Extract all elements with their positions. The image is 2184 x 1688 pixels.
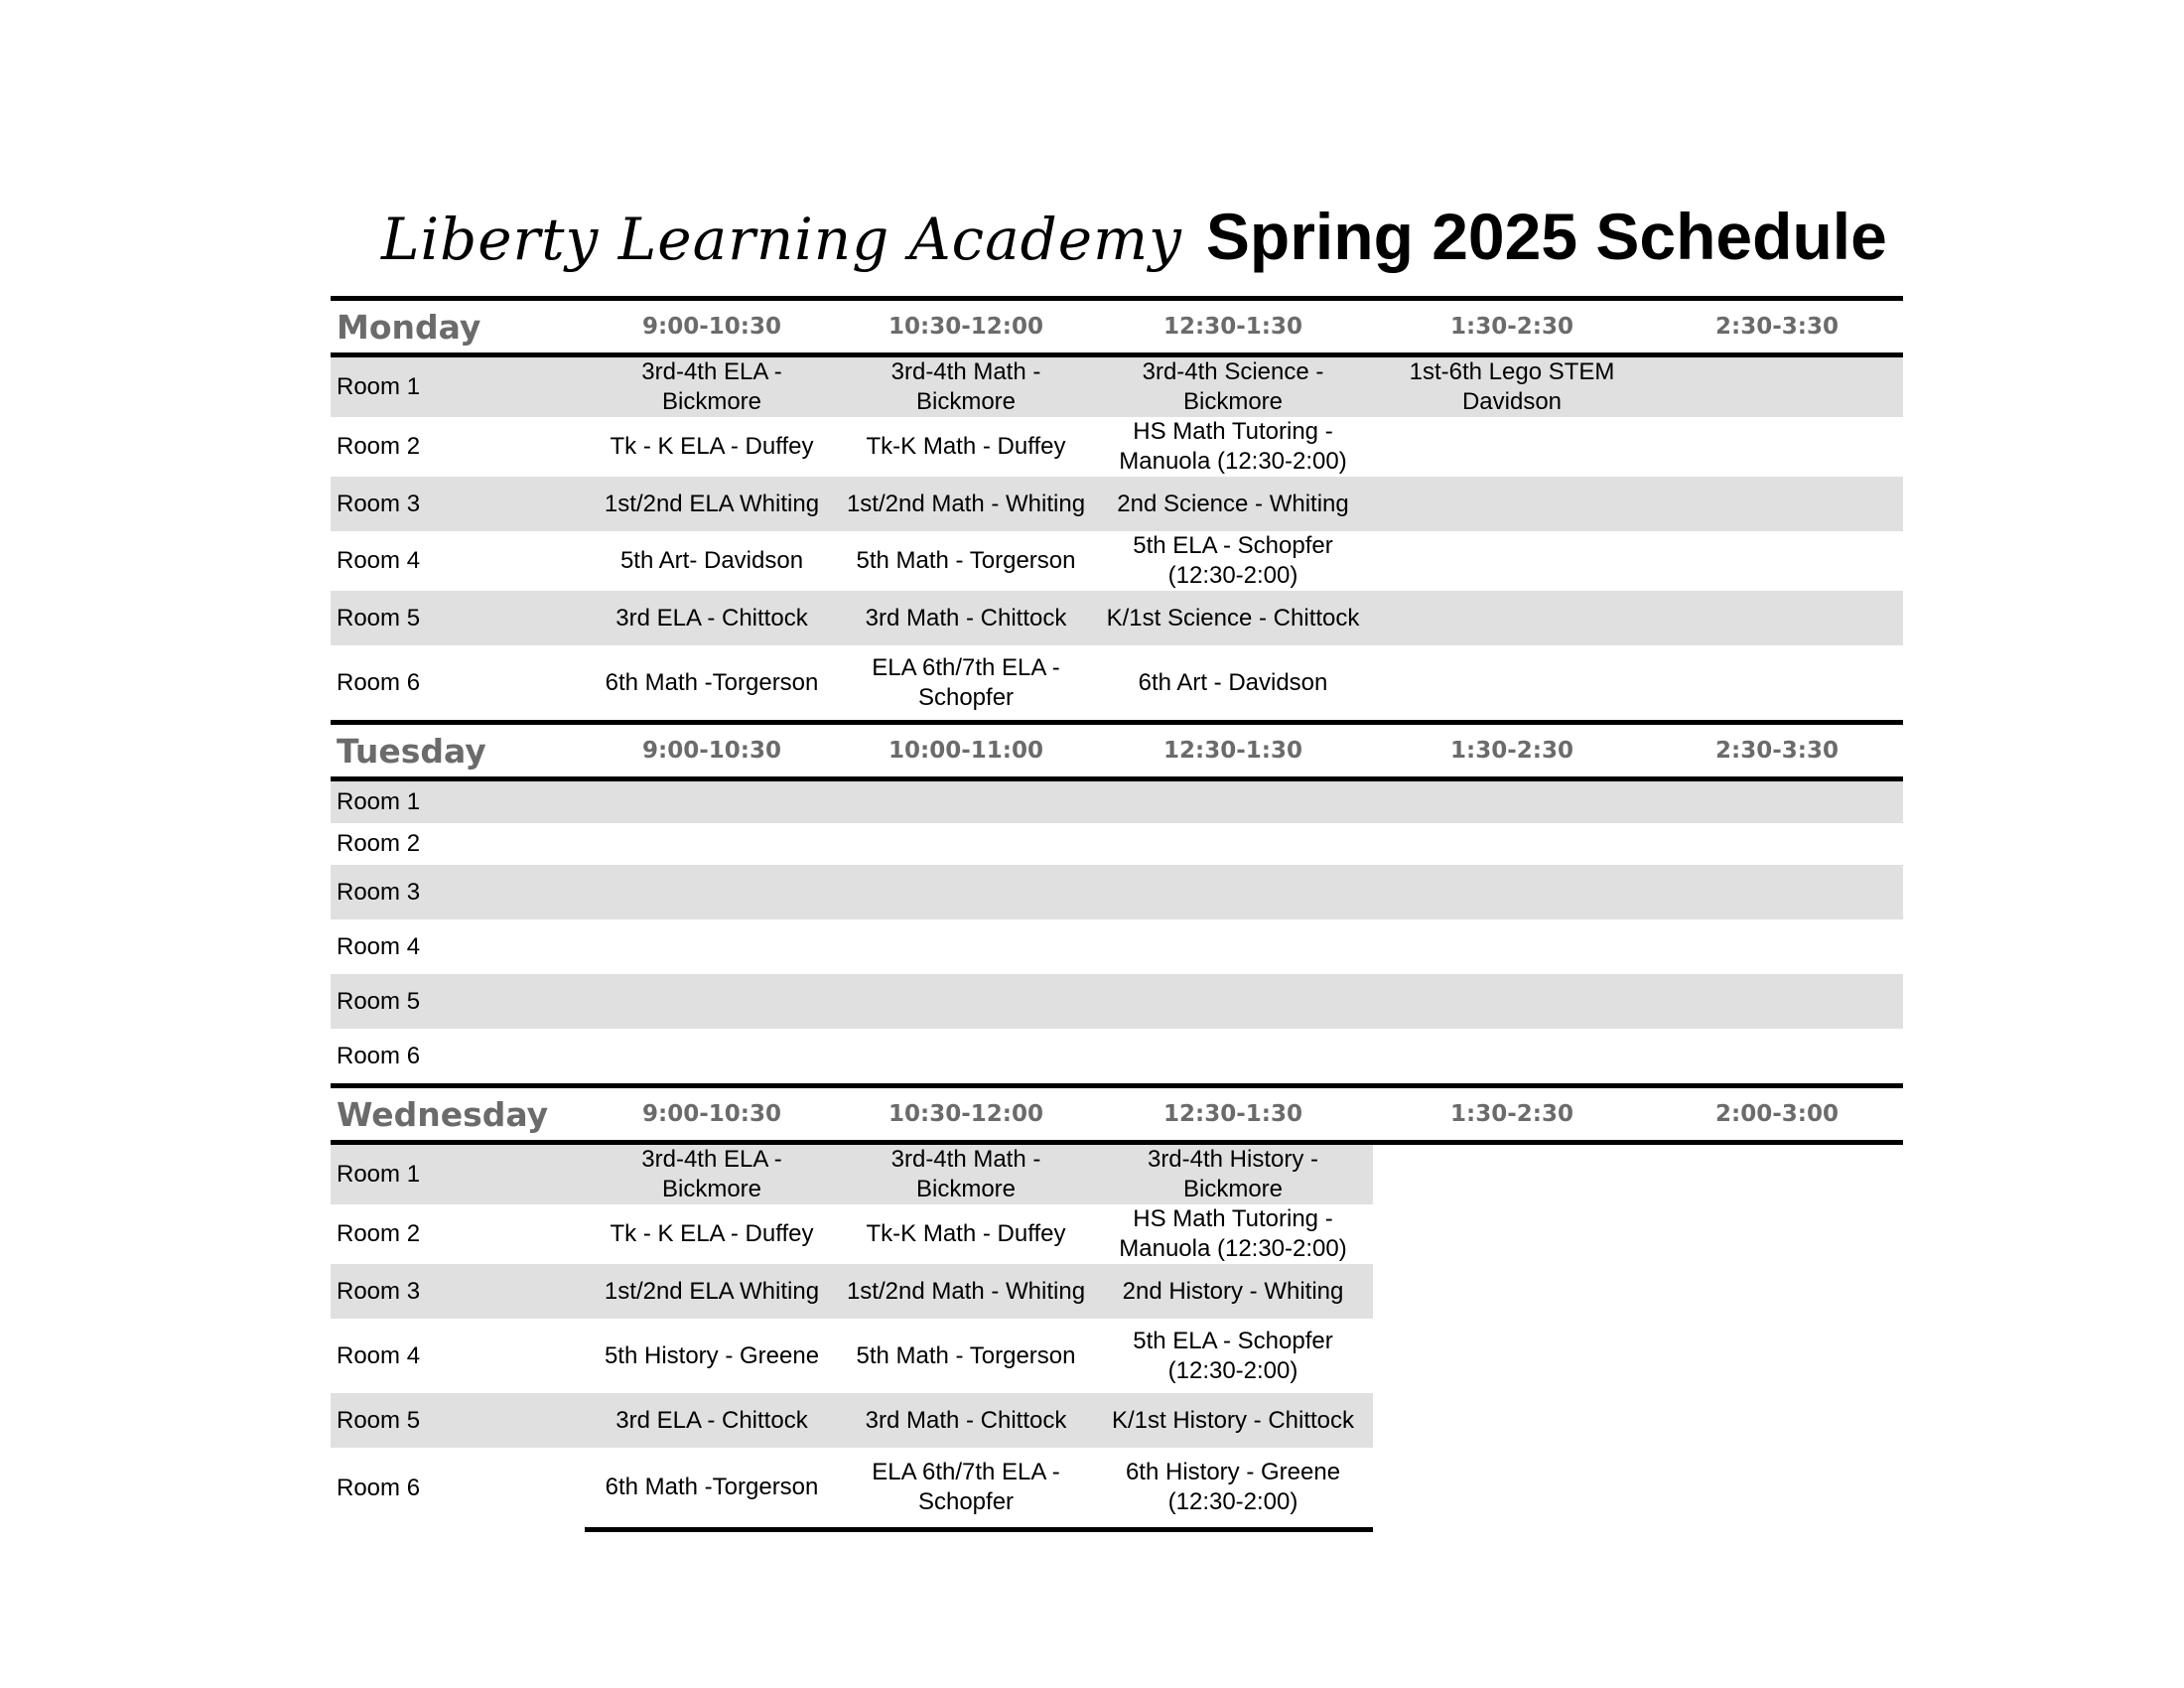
class-cell: 6th History - Greene (12:30-2:00) bbox=[1093, 1448, 1373, 1530]
class-cell: ELA 6th/7th ELA - Schopfer bbox=[872, 653, 1060, 711]
class-cell bbox=[585, 779, 839, 824]
class-cell bbox=[1373, 531, 1651, 591]
class-cell bbox=[1651, 417, 1903, 477]
room-label: Room 1 bbox=[331, 779, 585, 824]
time-slot-header: 9:00-10:30 bbox=[585, 723, 839, 779]
class-cell bbox=[1093, 823, 1373, 865]
room-label: Room 3 bbox=[331, 1264, 585, 1319]
class-cell bbox=[1373, 477, 1651, 531]
class-cell bbox=[1651, 531, 1903, 591]
time-slot-header: 1:30-2:30 bbox=[1373, 723, 1651, 779]
class-cell: Tk-K Math - Duffey bbox=[866, 433, 1066, 460]
class-cell bbox=[1373, 779, 1651, 824]
class-cell: ELA 6th/7th ELA - Schopfer bbox=[839, 1448, 1093, 1530]
page-title bbox=[381, 199, 1890, 288]
room-row bbox=[331, 531, 1903, 591]
schedule-title: Spring 2025 Schedule bbox=[1205, 200, 1887, 273]
class-cell bbox=[1373, 1029, 1651, 1086]
class-cell bbox=[1373, 1264, 1651, 1319]
room-row bbox=[331, 1393, 1903, 1448]
class-cell bbox=[1373, 1448, 1651, 1530]
class-cell bbox=[1651, 1393, 1903, 1448]
room-label: Room 5 bbox=[331, 591, 585, 645]
class-cell: K/1st Science - Chittock bbox=[1093, 591, 1373, 645]
room-row bbox=[331, 779, 1903, 824]
class-cell bbox=[1373, 865, 1651, 919]
class-cell bbox=[1373, 919, 1651, 974]
room-row bbox=[331, 1204, 1903, 1264]
class-cell bbox=[839, 1029, 1093, 1086]
tuesday-header-row bbox=[331, 723, 1903, 779]
room-label: Room 1 bbox=[331, 1143, 585, 1205]
class-cell bbox=[1373, 1393, 1651, 1448]
time-slot-header: 10:30-12:00 bbox=[839, 1086, 1093, 1143]
class-cell bbox=[585, 823, 839, 865]
room-row bbox=[331, 477, 1903, 531]
class-cell bbox=[585, 865, 839, 919]
class-cell bbox=[1093, 919, 1373, 974]
class-cell bbox=[1651, 1204, 1903, 1264]
class-cell bbox=[1373, 1204, 1651, 1264]
class-cell: 6th Math -Torgerson bbox=[585, 1448, 839, 1530]
room-label: Room 6 bbox=[337, 668, 421, 696]
time-slot-header: 2:30-3:30 bbox=[1651, 299, 1903, 355]
day-name: Monday bbox=[331, 299, 585, 355]
class-cell bbox=[839, 823, 1093, 865]
class-cell bbox=[1651, 477, 1903, 531]
room-label: Room 1 bbox=[331, 355, 585, 418]
class-cell bbox=[839, 779, 1093, 824]
room-row bbox=[331, 865, 1903, 919]
time-slot-header: 12:30-1:30 bbox=[1093, 299, 1373, 355]
class-cell: 2nd History - Whiting bbox=[1093, 1264, 1373, 1319]
class-cell: 3rd ELA - Chittock bbox=[585, 1393, 839, 1448]
room-label: Room 2 bbox=[337, 1220, 421, 1247]
room-label: Room 4 bbox=[337, 932, 421, 960]
room-label: Room 6 bbox=[337, 1475, 421, 1502]
class-cell: 1st-6th Lego STEM Davidson bbox=[1373, 355, 1651, 418]
room-label: Room 4 bbox=[337, 1341, 421, 1369]
class-cell bbox=[585, 1029, 839, 1086]
time-slot-header: 12:30-1:30 bbox=[1093, 723, 1373, 779]
room-label: Room 5 bbox=[331, 974, 585, 1029]
room-row bbox=[331, 1319, 1903, 1393]
class-cell: 6th Art - Davidson bbox=[1138, 668, 1328, 696]
schedule-table bbox=[331, 296, 1903, 1532]
class-cell bbox=[1373, 417, 1651, 477]
class-cell bbox=[1651, 1264, 1903, 1319]
time-slot-header: 9:00-10:30 bbox=[585, 299, 839, 355]
class-cell: 3rd-4th Math - Bickmore bbox=[839, 1143, 1093, 1205]
class-cell: 3rd-4th Math - Bickmore bbox=[839, 355, 1093, 418]
room-label: Room 4 bbox=[337, 547, 421, 574]
class-cell bbox=[1651, 779, 1903, 824]
room-row bbox=[331, 645, 1903, 723]
class-cell: 2nd Science - Whiting bbox=[1093, 477, 1373, 531]
class-cell: 5th ELA - Schopfer (12:30-2:00) bbox=[1133, 532, 1333, 589]
wednesday-header-row bbox=[331, 1086, 1903, 1143]
class-cell bbox=[1373, 1319, 1651, 1393]
class-cell bbox=[1373, 591, 1651, 645]
time-slot-header: 10:30-12:00 bbox=[839, 299, 1093, 355]
class-cell: 3rd Math - Chittock bbox=[839, 1393, 1093, 1448]
class-cell: 5th Math - Torgerson bbox=[856, 547, 1076, 574]
class-cell: HS Math Tutoring - Manuola (12:30-2:00) bbox=[1119, 418, 1347, 475]
room-row bbox=[331, 591, 1903, 645]
class-cell bbox=[839, 974, 1093, 1029]
room-label: Room 6 bbox=[337, 1042, 421, 1069]
day-name: Tuesday bbox=[331, 723, 585, 779]
class-cell bbox=[585, 919, 839, 974]
class-cell bbox=[1651, 865, 1903, 919]
room-label: Room 3 bbox=[331, 865, 585, 919]
class-cell bbox=[1651, 1143, 1903, 1205]
class-cell: 5th Art- Davidson bbox=[619, 547, 804, 574]
class-cell bbox=[839, 865, 1093, 919]
room-label: Room 2 bbox=[337, 830, 421, 857]
room-row bbox=[331, 1448, 1903, 1530]
day-name: Wednesday bbox=[331, 1086, 585, 1143]
room-row bbox=[331, 974, 1903, 1029]
class-cell bbox=[1373, 823, 1651, 865]
class-cell: 1st/2nd Math - Whiting bbox=[839, 477, 1093, 531]
class-cell: Tk - K ELA - Duffey bbox=[610, 1220, 814, 1247]
room-row bbox=[331, 1264, 1903, 1319]
room-label: Room 2 bbox=[337, 433, 421, 460]
class-cell: 3rd ELA - Chittock bbox=[585, 591, 839, 645]
class-cell bbox=[1651, 591, 1903, 645]
class-cell: Tk - K ELA - Duffey bbox=[610, 433, 814, 460]
class-cell bbox=[1373, 974, 1651, 1029]
time-slot-header: 9:00-10:30 bbox=[585, 1086, 839, 1143]
class-cell bbox=[1651, 919, 1903, 974]
room-row bbox=[331, 417, 1903, 477]
class-cell: 5th ELA - Schopfer (12:30-2:00) bbox=[1133, 1327, 1333, 1384]
class-cell bbox=[1093, 974, 1373, 1029]
class-cell: Tk-K Math - Duffey bbox=[866, 1220, 1066, 1247]
room-row bbox=[331, 1143, 1903, 1205]
class-cell: 3rd Math - Chittock bbox=[839, 591, 1093, 645]
class-cell: 3rd-4th Science - Bickmore bbox=[1093, 355, 1373, 418]
class-cell bbox=[1093, 1029, 1373, 1086]
class-cell: 1st/2nd ELA Whiting bbox=[585, 1264, 839, 1319]
class-cell bbox=[585, 974, 839, 1029]
class-cell: 3rd-4th ELA - Bickmore bbox=[585, 355, 839, 418]
class-cell bbox=[1093, 865, 1373, 919]
time-slot-header: 1:30-2:30 bbox=[1373, 299, 1651, 355]
time-slot-header: 10:00-11:00 bbox=[839, 723, 1093, 779]
class-cell: 1st/2nd ELA Whiting bbox=[585, 477, 839, 531]
class-cell bbox=[1651, 823, 1903, 865]
room-row bbox=[331, 355, 1903, 418]
class-cell bbox=[1651, 974, 1903, 1029]
class-cell bbox=[1651, 355, 1903, 418]
class-cell bbox=[1651, 645, 1903, 723]
class-cell bbox=[1651, 1319, 1903, 1393]
class-cell bbox=[1651, 1448, 1903, 1530]
class-cell: 5th Math - Torgerson bbox=[856, 1341, 1076, 1369]
time-slot-header: 12:30-1:30 bbox=[1093, 1086, 1373, 1143]
class-cell bbox=[1373, 1143, 1651, 1205]
class-cell bbox=[839, 919, 1093, 974]
class-cell: 6th Math -Torgerson bbox=[605, 668, 819, 696]
room-row bbox=[331, 919, 1903, 974]
room-label: Room 5 bbox=[331, 1393, 585, 1448]
room-row bbox=[331, 823, 1903, 865]
class-cell: HS Math Tutoring - Manuola (12:30-2:00) bbox=[1119, 1205, 1347, 1262]
room-row bbox=[331, 1029, 1903, 1086]
class-cell: 5th History - Greene bbox=[604, 1341, 820, 1369]
class-cell: 3rd-4th History - Bickmore bbox=[1093, 1143, 1373, 1205]
class-cell: 1st/2nd Math - Whiting bbox=[839, 1264, 1093, 1319]
time-slot-header: 1:30-2:30 bbox=[1373, 1086, 1651, 1143]
time-slot-header: 2:30-3:30 bbox=[1651, 723, 1903, 779]
schedule-body bbox=[331, 299, 1903, 1530]
room-label: Room 3 bbox=[331, 477, 585, 531]
class-cell bbox=[1373, 645, 1651, 723]
time-slot-header: 2:00-3:00 bbox=[1651, 1086, 1903, 1143]
class-cell bbox=[1651, 1029, 1903, 1086]
class-cell bbox=[1093, 779, 1373, 824]
monday-header-row bbox=[331, 299, 1903, 355]
class-cell: K/1st History - Chittock bbox=[1093, 1393, 1373, 1448]
brand-name: Liberty Learning Academy bbox=[381, 206, 1182, 273]
class-cell: 3rd-4th ELA - Bickmore bbox=[585, 1143, 839, 1205]
